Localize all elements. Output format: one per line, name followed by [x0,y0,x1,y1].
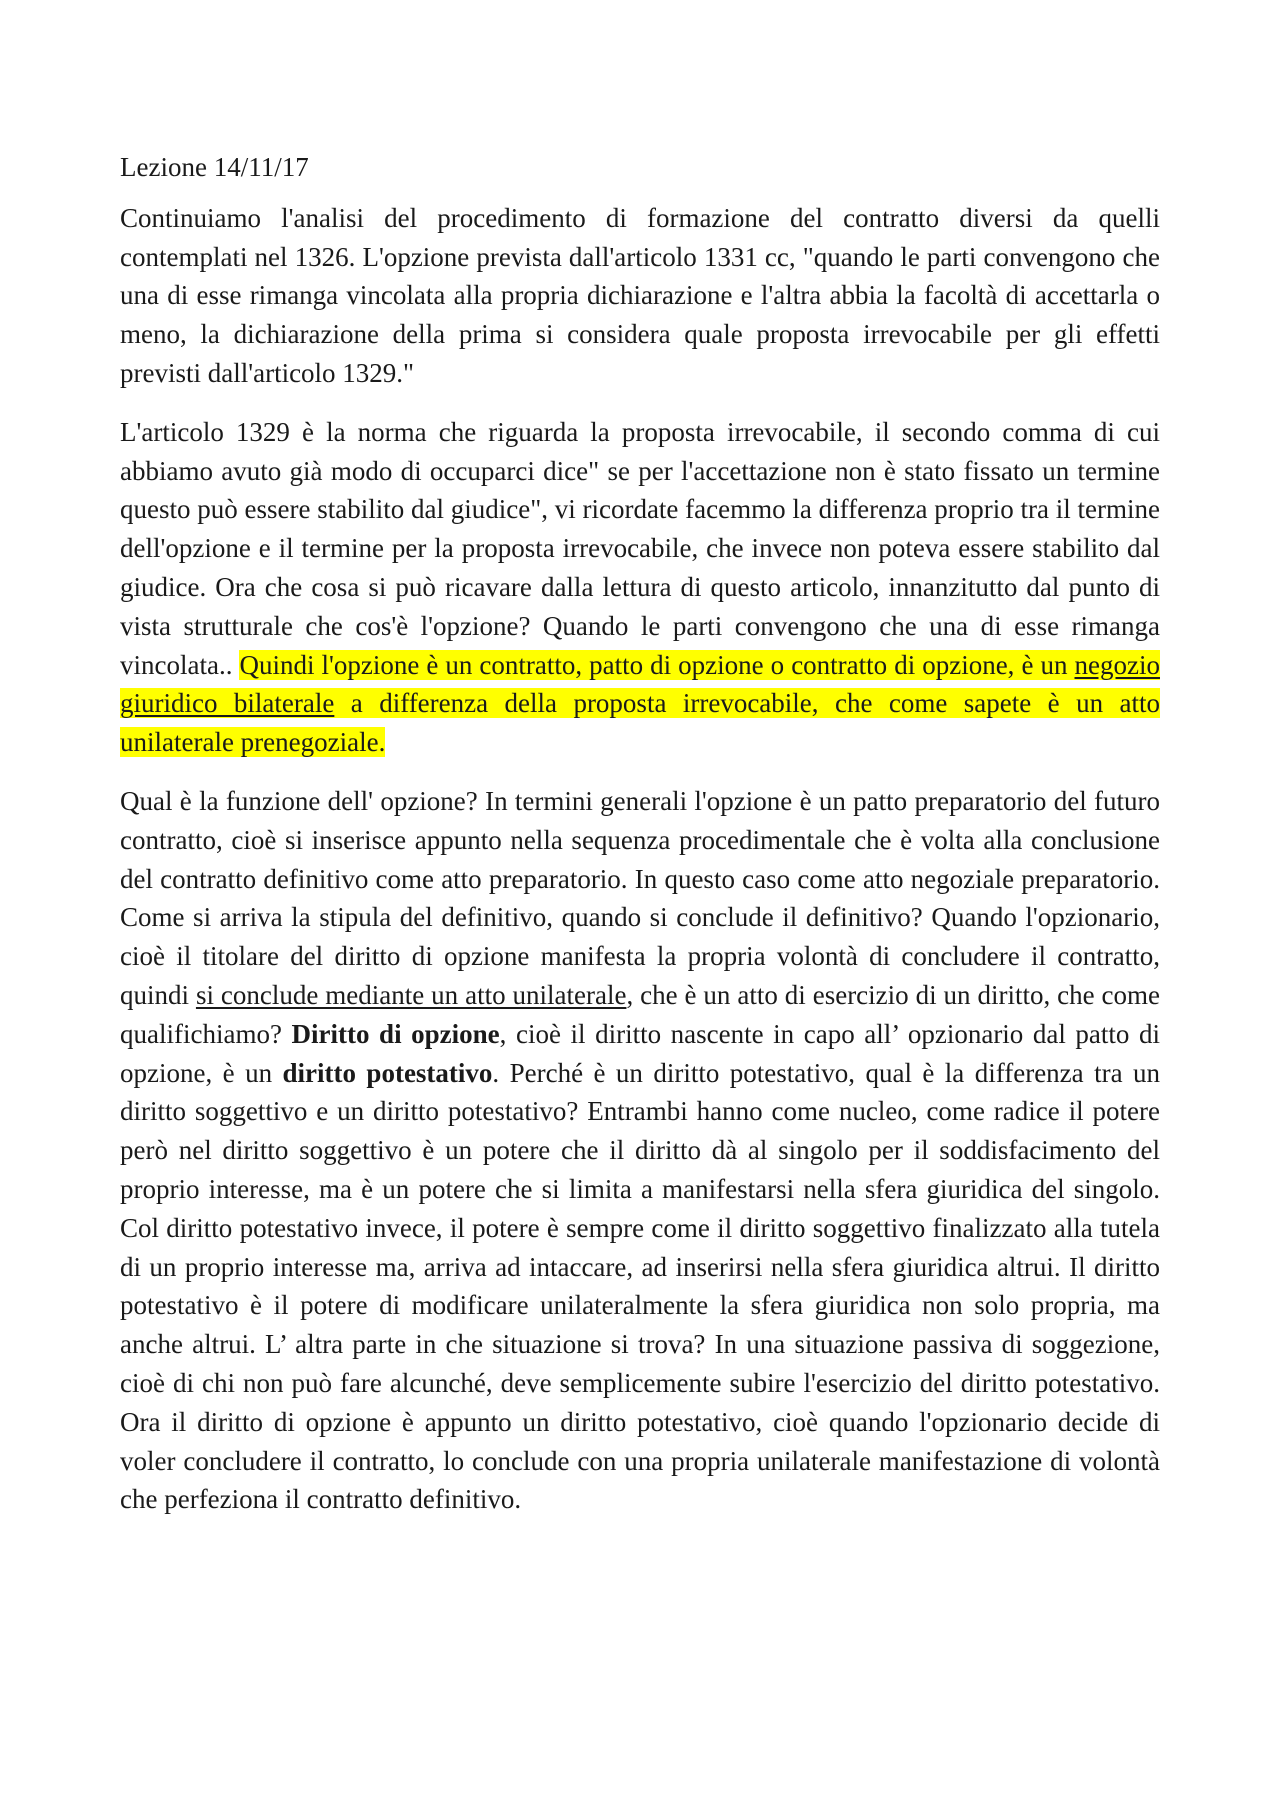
paragraph-3-part-c: , cioè il diritto nascente in capo all’ opzionario dal patto di opzione, è un [120,1018,1160,1088]
highlighted-passage [120,650,1160,758]
lesson-title: Lezione 14/11/17 [120,152,309,182]
highlight-part-b: a differenza della proposta irrevocabile, che come sapete è un atto unilaterale prenegoziale. [120,688,1160,758]
paragraph-2-text: L'articolo 1329 è la norma che riguarda la proposta irrevocabile, il secondo comma di cui abbiamo avuto già modo di occuparci dice" se per l'accettazione non è stato fissato un termine questo può essere stabilito dal giudice", vi ricordate facemmo la differenza proprio tra il termine dell'opzione e il termine per la proposta irrevocabile, che invece non poteva essere stabilito dal giudice. Ora che cosa si può ricavare dalla lettura di questo articolo, innanzitutto dal punto di vista strutturale che cos'è l'opzione? Quando le parti convengono che una di esse rimanga vincolata.. [120,416,1160,680]
paragraph-3 [120,782,1160,1519]
highlight-part-a: Quindi l'opzione è un contratto, patto di opzione o contratto di opzione, è un [239,649,1075,680]
paragraph-3-part-a: Qual è la funzione dell' opzione? In termini generali l'opzione è un patto preparatorio del futuro contratto, cioè si inserisce appunto nella sequenza procedimentale che è volta alla conclusione del contratto definitivo come atto preparatorio. In questo caso come atto negoziale preparatorio. Come si arriva la stipula del definitivo, quando si conclude il definitivo? Quando l'opzionario, cioè il titolare del diritto di opzione manifesta la propria volontà di concludere il contratto, quindi [120,785,1160,1010]
underlined-term-negozio: negozio giuridico bilaterale [120,649,1160,719]
paragraph-3-part-b: , che è un atto di esercizio di un diritto, che come qualifichiamo? [120,979,1160,1049]
paragraph-2 [120,413,1160,762]
bold-diritto-opzione: Diritto di opzione [291,1018,500,1049]
bold-diritto-potestativo: diritto potestativo [282,1057,493,1088]
paragraph-1: Continuiamo l'analisi del procedimento di formazione del contratto diversi da quelli contemplati nel 1326. L'opzione prevista dall'articolo 1331 cc, "quando le parti convengono che una di esse rimanga vincolata alla propria dichiarazione e l'altra abbia la facoltà di accettarla o meno, la dichiarazione della prima si considera quale proposta irrevocabile per gli effetti previsti dall'articolo 1329." [120,202,1160,388]
document-page [120,148,1160,1539]
underlined-atto-unilaterale: si conclude mediante un atto unilaterale [195,979,627,1010]
paragraph-3-part-d: . Perché è un diritto potestativo, qual è la differenza tra un diritto soggettivo e un diritto potestativo? Entrambi hanno come nucleo, come radice il potere però nel diritto soggettivo è un potere che il diritto dà al singolo per il soddisfacimento del proprio interesse, ma è un potere che si limita a manifestarsi nella sfera giuridica del singolo. Col diritto potestativo invece, il potere è sempre come il diritto soggettivo finalizzato alla tutela di un proprio interesse ma, arriva ad intaccare, ad inserirsi nella sfera giuridica altrui. Il diritto potestativo è il potere di modificare unilateralmente la sfera giuridica non solo propria, ma anche altrui. L’ altra parte in che situazione si trova? In una situazione passiva di soggezione, cioè di chi non può fare alcunché, deve semplicemente subire l'esercizio del diritto potestativo. Ora il diritto di opzione è appunto un diritto potestativo, cioè quando l'opzionario decide di voler concludere il contratto, lo conclude con una propria unilaterale manifestazione di volontà che perfeziona il contratto definitivo. [120,1057,1160,1515]
